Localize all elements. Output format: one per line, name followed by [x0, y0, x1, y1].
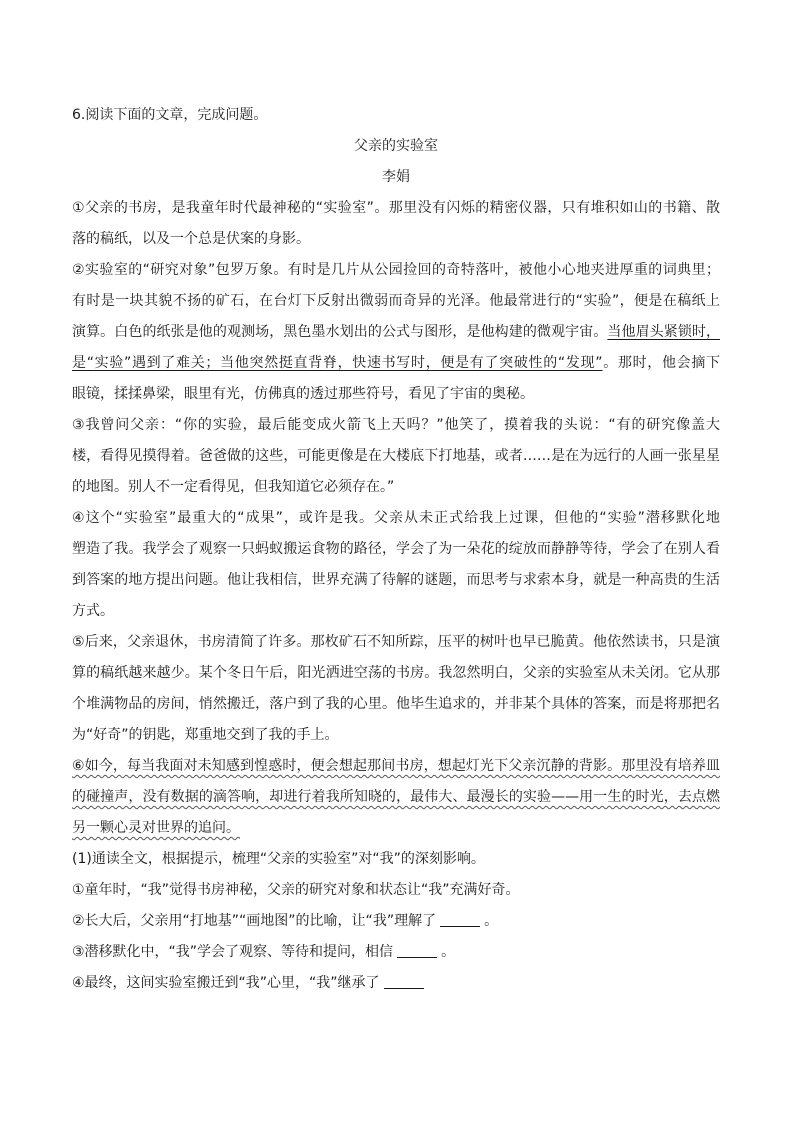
- wavy-underlined-line-3: 另一颗心灵对世界的追问。: [72, 820, 240, 836]
- question-item-2-end: 。: [484, 913, 499, 929]
- paragraph-5-line-1: ⑤后来，父亲退休，书房清简了许多。那枚矿石不知所踪，压平的树叶也早已脆黄。他依然读书，只是演: [72, 634, 720, 650]
- paragraph-5-line-4: 为“好奇”的钥匙，郑重地交到了我的手上。: [72, 727, 339, 743]
- paragraph-2-line-3-text: 演算。白色的纸张是他的观测场，黑色墨水划出的公式与图形，是他构建的微观宇宙。: [72, 324, 608, 340]
- paragraph-2-line-2: 有时是一块其貌不扬的矿石，在台灯下反射出微弱而奇异的光泽。他最常进行的“实验”，便是在稿纸上: [72, 293, 720, 309]
- question-heading: 6.阅读下面的文章，完成问题。: [72, 107, 268, 123]
- paragraph-6-line-1: [72, 751, 720, 782]
- underlined-sentence-part-2: 是“实验”遇到了难关；当他突然挺直背脊，快速书写时，便是有了突破性的“发现”: [72, 355, 603, 371]
- wavy-underlined-line-2: 的碰撞声，没有数据的滴答响，却进行着我所知晓的，最伟大、最漫长的实验——用一生的时光，去点燃: [72, 789, 720, 805]
- paragraph-2-line-4-text: 。那时，他会摘下: [602, 355, 720, 371]
- question-intro: (1)通读全文，根据提示，梳理“父亲的实验室”对“我”的深刻影响。: [72, 851, 485, 867]
- paragraph-6-line-2: [72, 782, 720, 813]
- answer-blank-3[interactable]: [384, 972, 424, 989]
- paragraph-4-line-2: 塑造了我。我学会了观察一只蚂蚁搬运食物的路径，学会了为一朵花的绽放而静静等待，学会了在别人看: [72, 541, 720, 557]
- question-item-3: [72, 937, 720, 968]
- paragraph-5-line-2: 算的稿纸越来越少。某个冬日午后，阳光洒进空荡的书房。我忽然明白，父亲的实验室从未关闭。它从那: [72, 665, 720, 681]
- underlined-sentence-part-1: 当他眉头紧锁时，: [607, 324, 720, 340]
- question-item-4: [72, 968, 720, 999]
- paragraph-3-line-3: 的地图。别人不一定看得见，但我知道它必须存在。”: [72, 479, 395, 495]
- paragraph-2-line-5: 眼镜，揉揉鼻梁，眼里有光，仿佛真的透过那些符号，看见了宇宙的奥秘。: [72, 386, 534, 402]
- paragraph-4-line-3: 到答案的地方提出问题。他让我相信，世界充满了待解的谜题，而思考与求索本身，就是一种高贵的生活: [72, 572, 720, 588]
- question-item-3-text: ③潜移默化中，“我”学会了观察、等待和提问，相信: [72, 944, 394, 960]
- question-item-2-text: ②长大后，父亲用“打地基”“画地图”的比喻，让“我”理解了: [72, 913, 437, 929]
- answer-blank-1[interactable]: [440, 910, 480, 927]
- article-author: 李娟: [382, 169, 410, 185]
- wavy-underlined-line-1: ⑥如今，每当我面对未知感到惶惑时，便会想起那间书房，想起灯光下父亲沉静的背影。那里没有培养皿: [72, 758, 720, 774]
- paragraph-5-line-3: 个堆满物品的房间，悄然搬迁，落户到了我的心里。他毕生追求的，并非某个具体的答案，而是将那把名: [72, 696, 720, 712]
- question-item-4-text: ④最终，这间实验室搬迁到“我”心里，“我”继承了: [72, 975, 380, 991]
- paragraph-4-line-4: 方式。: [72, 603, 114, 619]
- article-title: 父亲的实验室: [354, 138, 438, 154]
- question-item-2: [72, 906, 720, 937]
- paragraph-2-line-3: [72, 317, 720, 348]
- answer-blank-2[interactable]: [397, 941, 437, 958]
- paragraph-1-line-2: 落的稿纸，以及一个总是伏案的身影。: [72, 231, 310, 247]
- paragraph-1-line-1: ①父亲的书房，是我童年时代最神秘的“实验室”。那里没有闪烁的精密仪器，只有堆积如山的书籍、散: [72, 200, 720, 216]
- paragraph-2-line-4: [72, 348, 720, 379]
- question-item-3-end: 。: [441, 944, 456, 960]
- paragraph-2-line-1: ②实验室的“研究对象”包罗万象。有时是几片从公园捡回的奇特落叶，被他小心地夹进厚重的词典里；: [72, 262, 720, 278]
- paragraph-6-line-3: [72, 813, 720, 844]
- document-page: [72, 100, 720, 999]
- paragraph-4-line-1: ④这个“实验室”最重大的“成果”，或许是我。父亲从未正式给我上过课，但他的“实验”潜移默化地: [72, 510, 720, 526]
- question-item-1: ①童年时，“我”觉得书房神秘，父亲的研究对象和状态让“我”充满好奇。: [72, 882, 520, 898]
- paragraph-3-line-2: 楼，看得见摸得着。爸爸做的这些，可能更像是在大楼底下打地基，或者……是在为远行的人画一张星星: [72, 448, 720, 464]
- paragraph-3-line-1: ③我曾问父亲：“你的实验，最后能变成火箭飞上天吗？”他笑了，摸着我的头说：“有的研究像盖大: [72, 417, 720, 433]
